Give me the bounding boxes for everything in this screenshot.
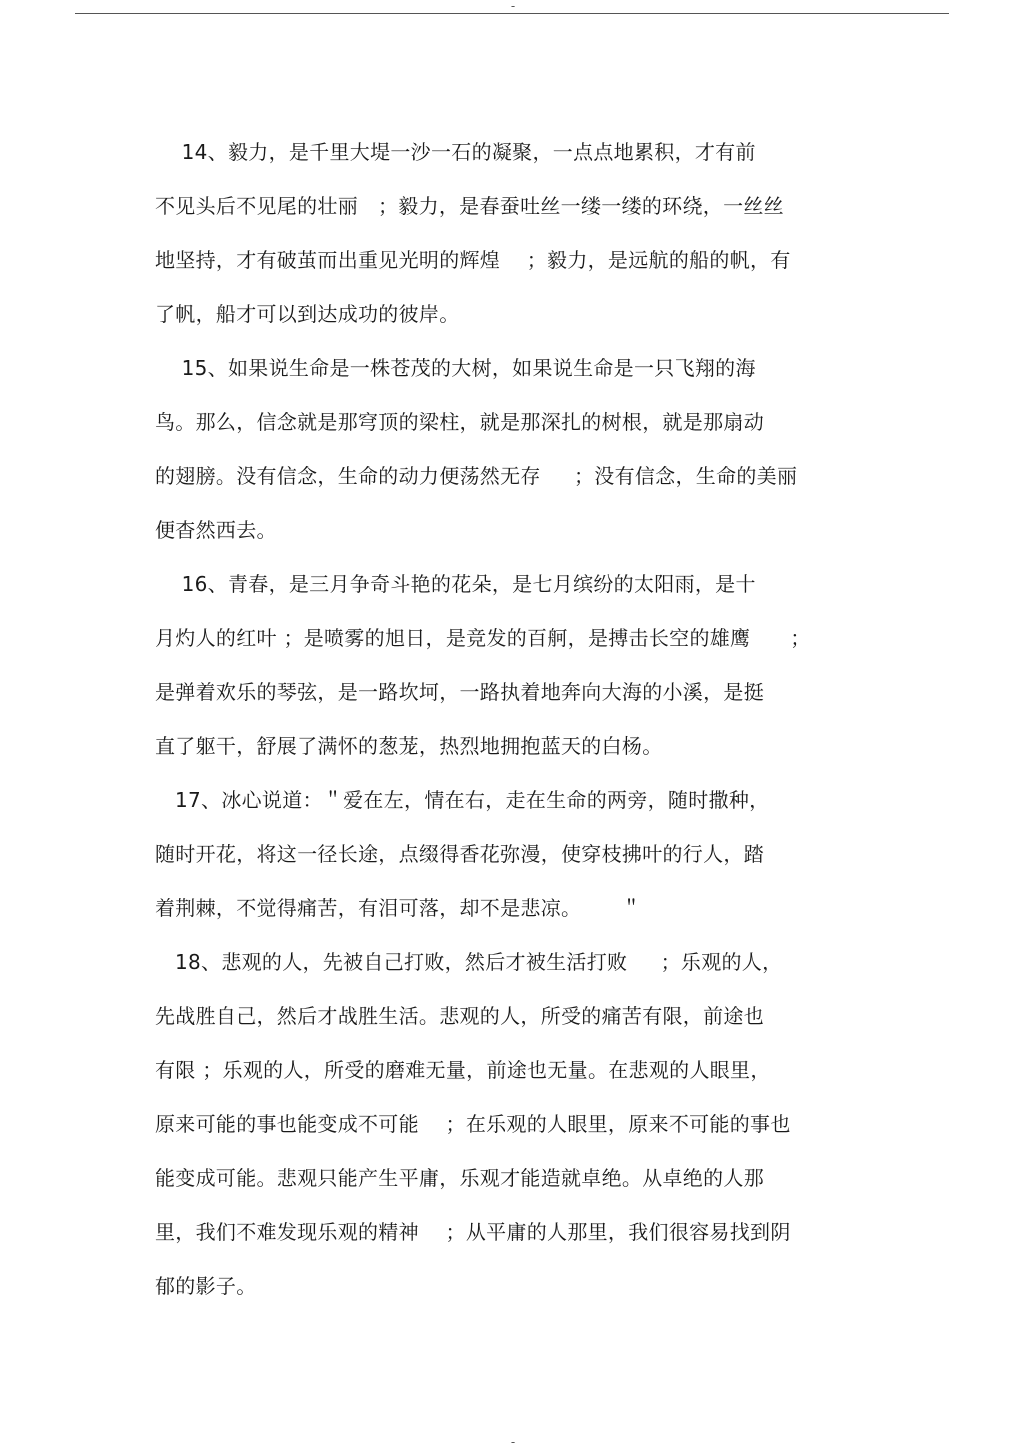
top-page-mark: - (510, 0, 516, 13)
text-line: 14、毅力，是千里大堤一沙一石的凝聚，一点点地累积，才有前 (155, 140, 756, 164)
header-rule (75, 13, 949, 14)
text-line: 地坚持，才有破茧而出重见光明的辉煌 ；毅力，是远航的船的帆，有 (155, 248, 791, 272)
bottom-page-mark: - (510, 1435, 516, 1449)
text-line: 着荆棘，不觉得痛苦，有泪可落，却不是悲凉。 ＂ (155, 896, 642, 920)
text-line: 鸟。那么，信念就是那穹顶的梁柱，就是那深扎的树根，就是那扇动 (155, 410, 764, 434)
text-line: 17、冰心说道：＂爱在左，情在右，走在生命的两旁，随时撒种， (155, 788, 770, 812)
text-line: 随时开花，将这一径长途，点缀得香花弥漫，使穿枝拂叶的行人，踏 (155, 842, 764, 866)
text-line: 了帆，船才可以到达成功的彼岸。 (155, 302, 460, 326)
text-line: 是弹着欢乐的琴弦，是一路坎坷，一路执着地奔向大海的小溪，是挺 (155, 680, 764, 704)
text-line: 有限 ；乐观的人，所受的磨难无量，前途也无量。在悲观的人眼里， (155, 1058, 771, 1082)
text-line: 先战胜自己，然后才战胜生活。悲观的人，所受的痛苦有限，前途也 (155, 1004, 764, 1028)
text-line: 能变成可能。悲观只能产生平庸，乐观才能造就卓绝。从卓绝的人那 (155, 1166, 764, 1190)
text-line: 便杳然西去。 (155, 518, 277, 542)
text-line: 的翅膀。没有信念，生命的动力便荡然无存 ；没有信念，生命的美丽 (155, 464, 798, 488)
text-line: 不见头后不见尾的壮丽 ；毅力，是春蚕吐丝一缕一缕的环绕，一丝丝 (155, 194, 784, 218)
text-line: 18、悲观的人，先被自己打败，然后才被生活打败 ；乐观的人， (155, 950, 783, 974)
text-line: 15、如果说生命是一株苍茂的大树，如果说生命是一只飞翔的海 (155, 356, 756, 380)
text-line: 月灼人的红叶 ；是喷雾的旭日，是竞发的百舸，是搏击长空的雄鹰 ； (155, 626, 811, 650)
text-line: 原来可能的事也能变成不可能 ；在乐观的人眼里，原来不可能的事也 (155, 1112, 791, 1136)
text-line: 里，我们不难发现乐观的精神 ；从平庸的人那里，我们很容易找到阴 (155, 1220, 791, 1244)
text-line: 直了躯干，舒展了满怀的葱茏，热烈地拥抱蓝天的白杨。 (155, 734, 663, 758)
text-line: 郁的影子。 (155, 1274, 257, 1298)
text-line: 16、青春，是三月争奇斗艳的花朵，是七月缤纷的太阳雨，是十 (155, 572, 756, 596)
